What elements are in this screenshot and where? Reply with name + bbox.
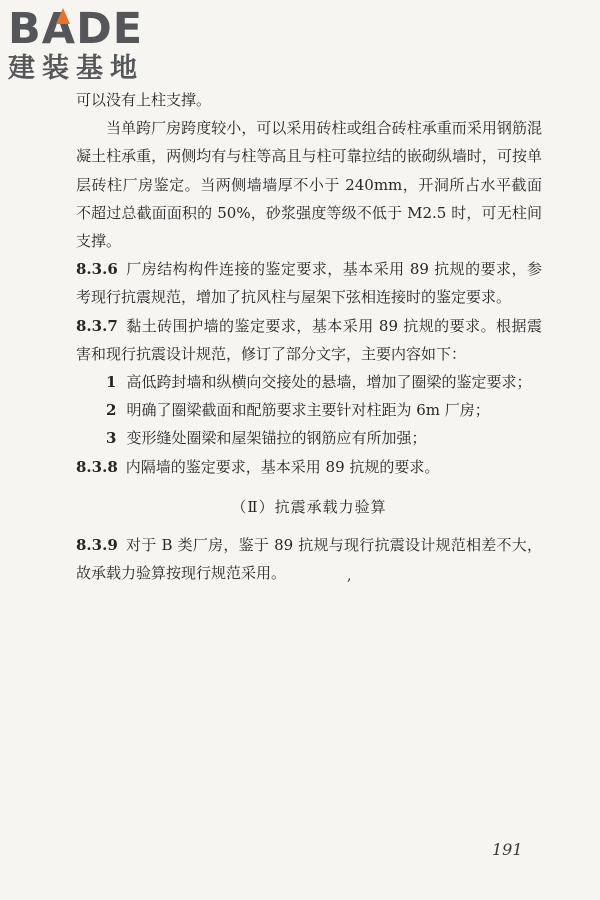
section-8-3-8 [76,453,542,481]
brand-logo [8,6,183,84]
section-text: 黏土砖围护墙的鉴定要求，基本采用 89 抗规的要求。根据震害和现行抗震设计规范，修订了部分文字，主要内容如下： [76,316,542,363]
section-8-3-7 [76,312,542,368]
paragraph-single-span: 当单跨厂房跨度较小，可以采用砖柱或组合砖柱承重而采用钢筋混凝土柱承重，两侧均有与柱等高且与柱可靠拉结的嵌砌纵墙时，可按单层砖柱厂房鉴定。当两侧墙墙厚不小于 240mm，开洞所占水平截面不超过总截面面积的 50%，砂浆强度等级不低于 M2.5 时，可无柱间支撑。 [76,119,542,251]
section-number: 8.3.7 [76,316,118,335]
logo-letter-a: A [41,4,77,54]
list-item-text: 变形缝处圈梁和屋架锚拉的钢筋应有所加强； [126,429,427,448]
stray-ink-mark: , [347,568,352,584]
subsection-heading: （Ⅱ）抗震承载力验算 [231,497,387,516]
logo-letters-de: DE [76,4,144,54]
section-8-3-9 [76,531,542,587]
page-body [76,86,542,587]
section-text: 对于 B 类厂房，鉴于 89 抗规与现行抗震设计规范相差不大，故承载力验算按现行规范采用。 [76,535,542,583]
section-number: 8.3.9 [76,535,118,554]
list-item-number: 3 [106,429,117,448]
list-item-3 [76,424,542,452]
section-text: 内隔墙的鉴定要求，基本采用 89 抗规的要求。 [125,457,440,476]
list-item-2 [76,396,542,424]
list-item-number: 1 [106,373,117,392]
page-number: 191 [492,840,523,859]
section-number: 8.3.8 [76,457,118,476]
list-item-1 [76,368,542,396]
list-item-text: 高低跨封墙和纵横向交接处的悬墙，增加了圈梁的鉴定要求； [126,373,532,392]
list-item-number: 2 [106,401,117,420]
section-number: 8.3.6 [76,260,118,279]
logo-letter-b: B [8,4,42,54]
section-text: 厂房结构构件连接的鉴定要求，基本采用 89 抗规的要求，参考现行抗震规范，增加了抗风柱与屋架下弦相连接时的鉴定要求。 [76,260,542,307]
section-8-3-6 [76,255,542,311]
logo-subtitle: 建装基地 [8,53,144,84]
logo-word [8,6,183,52]
paragraph-continuation: 可以没有上柱支撑。 [76,91,212,109]
list-item-text: 明确了圈梁截面和配筋要求主要针对柱距为 6m 厂房； [126,401,490,420]
